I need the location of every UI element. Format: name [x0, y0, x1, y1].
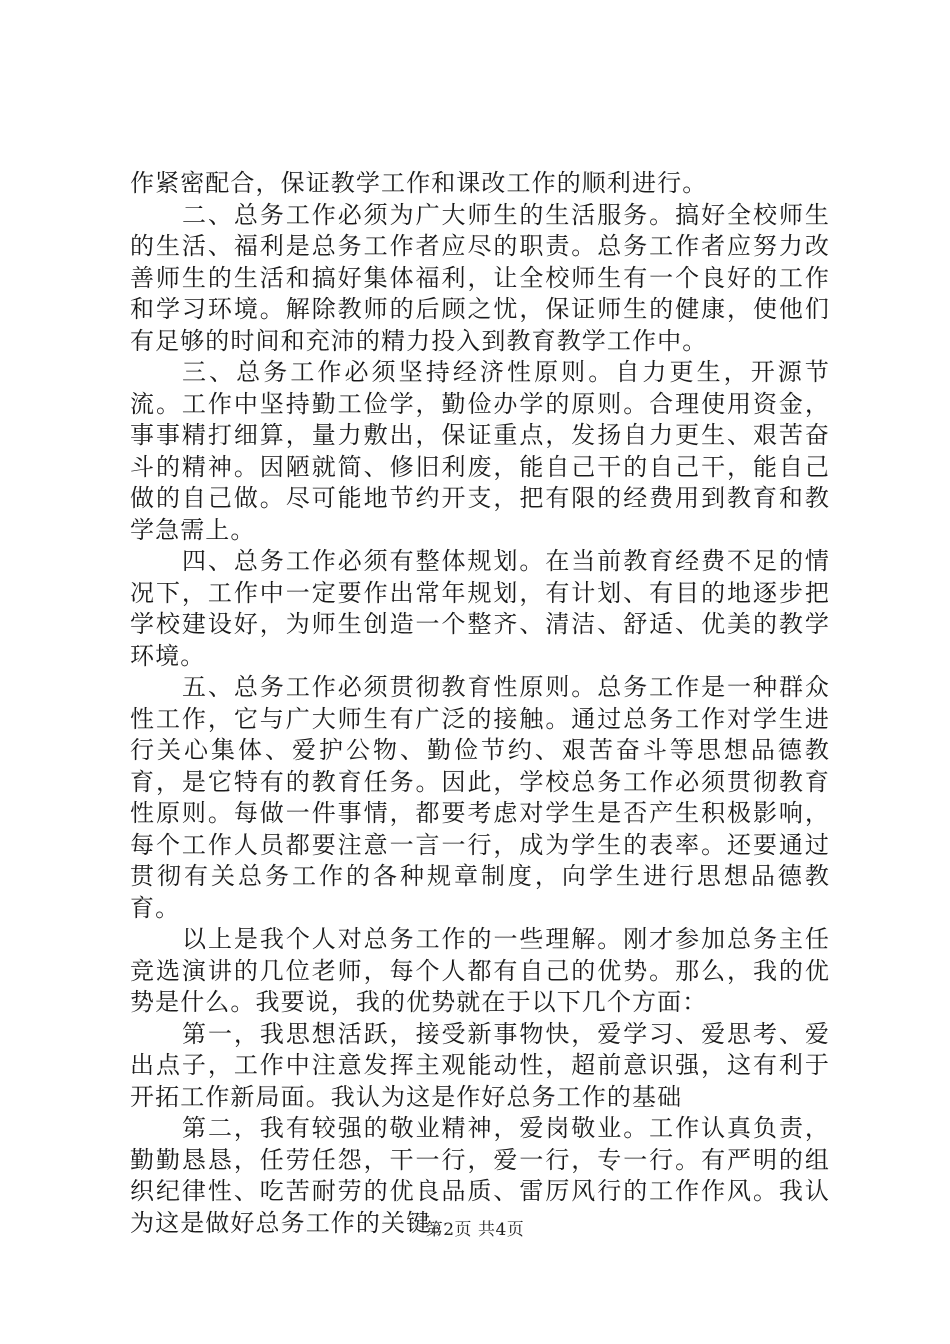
paragraph-advantage-two: 第二，我有较强的敬业精神，爱岗敬业。工作认真负责，勤勤恳恳，任劳任怨，干一行，爱一行，专一行。有严明的组织纪律性、吃苦耐劳的优良品质、雷厉风行的工作作风。我认为这是做好总务工作的关键。 — [130, 1114, 830, 1237]
page-number-footer: 第2页 共4页 — [425, 1220, 525, 1240]
paragraph-point-three: 三、总务工作必须坚持经济性原则。自力更生，开源节流。工作中坚持勤工俭学，勤俭办学的原则。合理使用资金，事事精打细算，量力敷出，保证重点，发扬自力更生、艰苦奋斗的精神。因陋就简、修旧利废，能自己干的自己干，能自己做的自己做。尽可能地节约开支，把有限的经费用到教育和教学急需上。 — [130, 358, 830, 544]
paragraph-continuation: 作紧密配合，保证教学工作和课改工作的顺利进行。 — [130, 169, 708, 197]
paragraph-point-four: 四、总务工作必须有整体规划。在当前教育经费不足的情况下，工作中一定要作出常年规划，有计划、有目的地逐步把学校建设好，为师生创造一个整齐、清洁、舒适、优美的教学环境。 — [130, 547, 830, 670]
paragraph-point-five: 五、总务工作必须贯彻教育性原则。总务工作是一种群众性工作，它与广大师生有广泛的接触。通过总务工作对学生进行关心集体、爱护公物、勤俭节约、艰苦奋斗等思想品德教育，是它特有的教育任务。因此，学校总务工作必须贯彻教育性原则。每做一件事情，都要考虑对学生是否产生积极影响，每个工作人员都要注意一言一行，成为学生的表率。还要通过贯彻有关总务工作的各种规章制度，向学生进行思想品德教育。 — [130, 673, 830, 922]
paragraph-point-two: 二、总务工作必须为广大师生的生活服务。搞好全校师生的生活、福利是总务工作者应尽的职责。总务工作者应努力改善师生的生活和搞好集体福利，让全校师生有一个良好的工作和学习环境。解除教师的后顾之忧，保证师生的健康，使他们有足够的时间和充沛的精力投入到教育教学工作中。 — [130, 200, 830, 355]
paragraph-advantage-one: 第一，我思想活跃，接受新事物快，爱学习、爱思考、爱出点子，工作中注意发挥主观能动性，超前意识强，这有利于开拓工作新局面。我认为这是作好总务工作的基础 — [130, 1019, 830, 1111]
paragraph-summary: 以上是我个人对总务工作的一些理解。刚才参加总务主任竞选演讲的几位老师，每个人都有自己的优势。那么，我的优势是什么。我要说，我的优势就在于以下几个方面： — [130, 925, 830, 1016]
document-body — [130, 168, 830, 1239]
